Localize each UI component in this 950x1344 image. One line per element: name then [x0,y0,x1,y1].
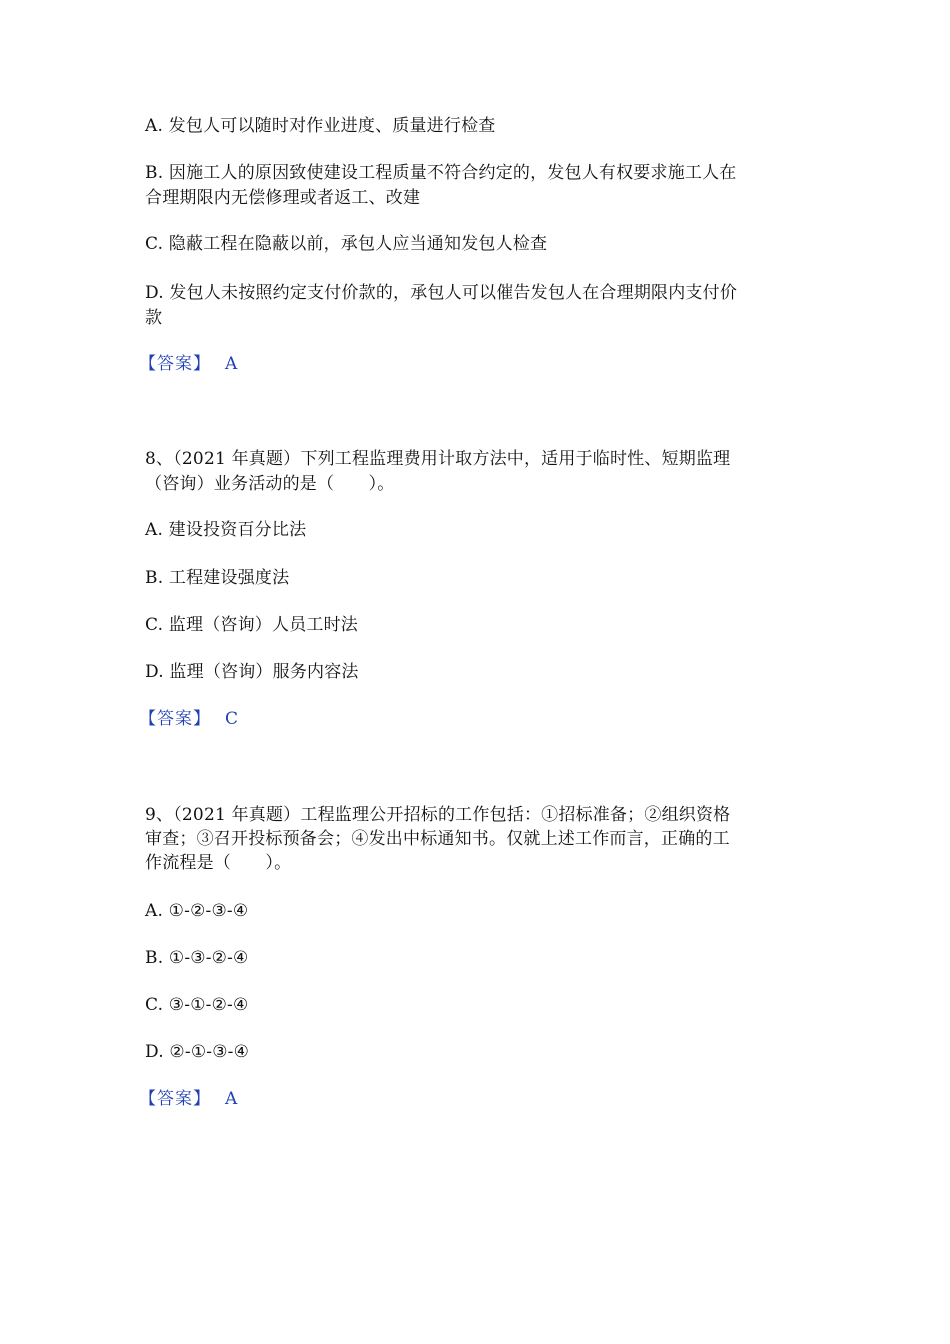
q8-stem-line2: （咨询）业务活动的是（ ）。 [145,474,395,494]
q7-option-a: A. 发包人可以随时对作业进度、质量进行检查 [145,116,496,136]
answer-label: 【答案】 [139,709,211,729]
q9-option-b: B. ①-③-②-④ [145,948,249,968]
q8-option-c: C. 监理（咨询）人员工时法 [145,615,359,635]
q7-option-d-line2: 款 [145,308,163,328]
q9-stem-line2: 审查；③召开投标预备会；④发出中标通知书。仅就上述工作而言，正确的工 [145,829,730,849]
q7-option-c: C. 隐蔽工程在隐蔽以前，承包人应当通知发包人检查 [145,234,548,254]
q8-answer [139,707,238,731]
answer-label: 【答案】 [139,354,211,374]
answer-value: C [225,709,239,729]
q9-option-a: A. ①-②-③-④ [145,901,249,921]
answer-label: 【答案】 [139,1089,211,1109]
q7-answer [139,352,237,376]
q9-stem-line1: 9、（2021 年真题）工程监理公开招标的工作包括：①招标准备；②组织资格 [145,805,731,825]
q8-option-d: D. 监理（咨询）服务内容法 [145,662,359,682]
q9-option-c: C. ③-①-②-④ [145,995,249,1015]
answer-value: A [225,1089,238,1109]
answer-value: A [225,354,238,374]
q9-option-d: D. ②-①-③-④ [145,1042,250,1062]
q8-option-a: A. 建设投资百分比法 [145,520,307,540]
q8-option-b: B. 工程建设强度法 [145,568,290,588]
q9-stem-line3: 作流程是（ ）。 [145,853,292,873]
q7-option-b-line1: B. 因施工人的原因致使建设工程质量不符合约定的，发包人有权要求施工人在 [145,163,737,183]
q7-option-b-line2: 合理期限内无偿修理或者返工、改建 [145,188,421,208]
q8-stem-line1: 8、（2021 年真题）下列工程监理费用计取方法中，适用于临时性、短期监理 [145,449,731,469]
q7-option-d-line1: D. 发包人未按照约定支付价款的，承包人可以催告发包人在合理期限内支付价 [145,283,738,303]
q9-answer [139,1087,237,1111]
